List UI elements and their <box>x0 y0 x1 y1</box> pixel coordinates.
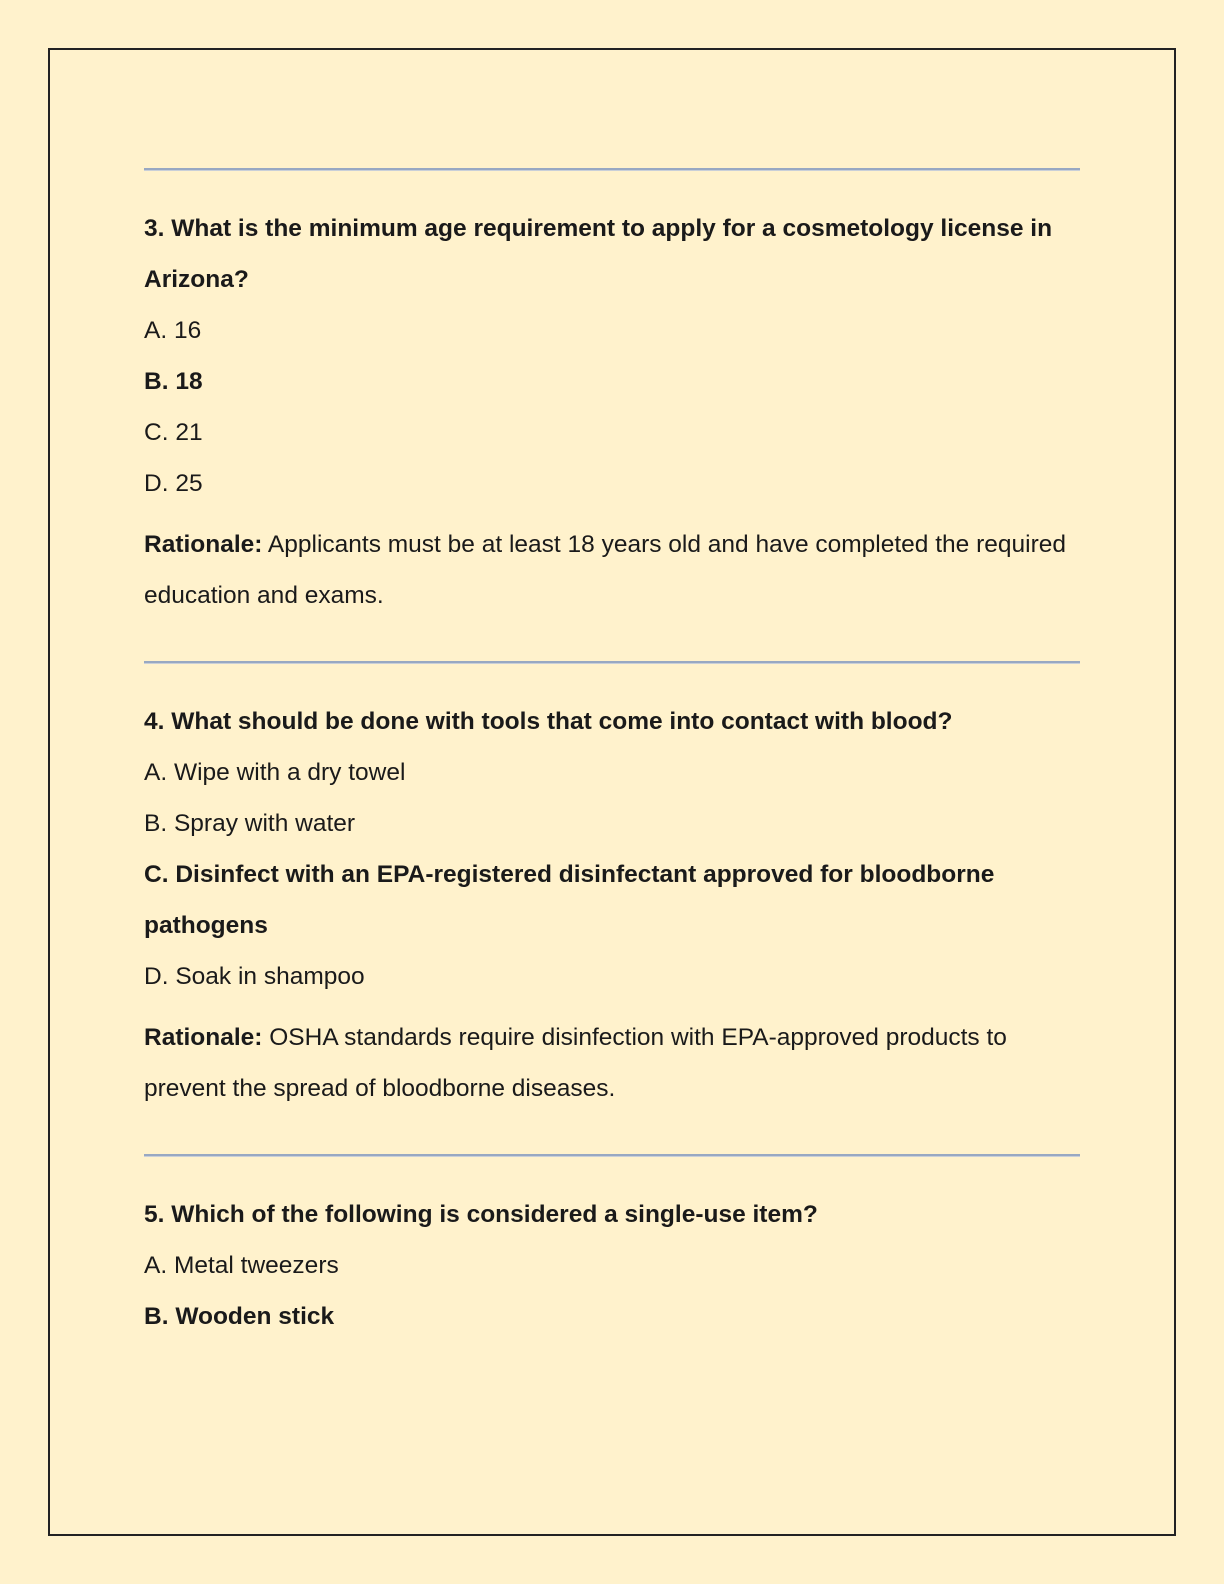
question-5-text: 5. Which of the following is considered a single-use item? <box>144 1201 818 1228</box>
question-3-option-b-correct: B. 18 <box>144 368 203 395</box>
question-3-option-d: D. 25 <box>144 470 203 497</box>
question-3-text: 3. What is the minimum age requirement to apply for a cosmetology license in Arizona? <box>144 215 1053 293</box>
question-4-text: 4. What should be done with tools that come into contact with blood? <box>144 708 953 735</box>
rationale-label: Rationale: <box>144 1024 263 1051</box>
question-4-option-b: B. Spray with water <box>144 810 356 837</box>
rationale-text: Applicants must be at least 18 years old and have completed the required education and exams. <box>144 531 1066 609</box>
question-4 <box>144 663 1080 1114</box>
document-content <box>144 168 1080 1342</box>
question-4-option-a: A. Wipe with a dry towel <box>144 759 406 786</box>
question-5-option-b-correct: B. Wooden stick <box>144 1303 335 1330</box>
question-5 <box>144 1156 1080 1342</box>
question-4-option-d: D. Soak in shampoo <box>144 963 365 990</box>
question-3 <box>144 170 1080 621</box>
question-4-rationale <box>144 1012 1080 1114</box>
rationale-label: Rationale: <box>144 531 263 558</box>
question-3-option-c: C. 21 <box>144 419 203 446</box>
question-4-option-c-correct: C. Disinfect with an EPA-registered disinfectant approved for bloodborne pathogens <box>144 861 995 939</box>
rationale-text: OSHA standards require disinfection with EPA-approved products to prevent the spread of bloodborne diseases. <box>144 1024 1007 1102</box>
question-3-option-a: A. 16 <box>144 317 202 344</box>
question-5-option-a: A. Metal tweezers <box>144 1252 339 1279</box>
question-3-rationale <box>144 519 1080 621</box>
